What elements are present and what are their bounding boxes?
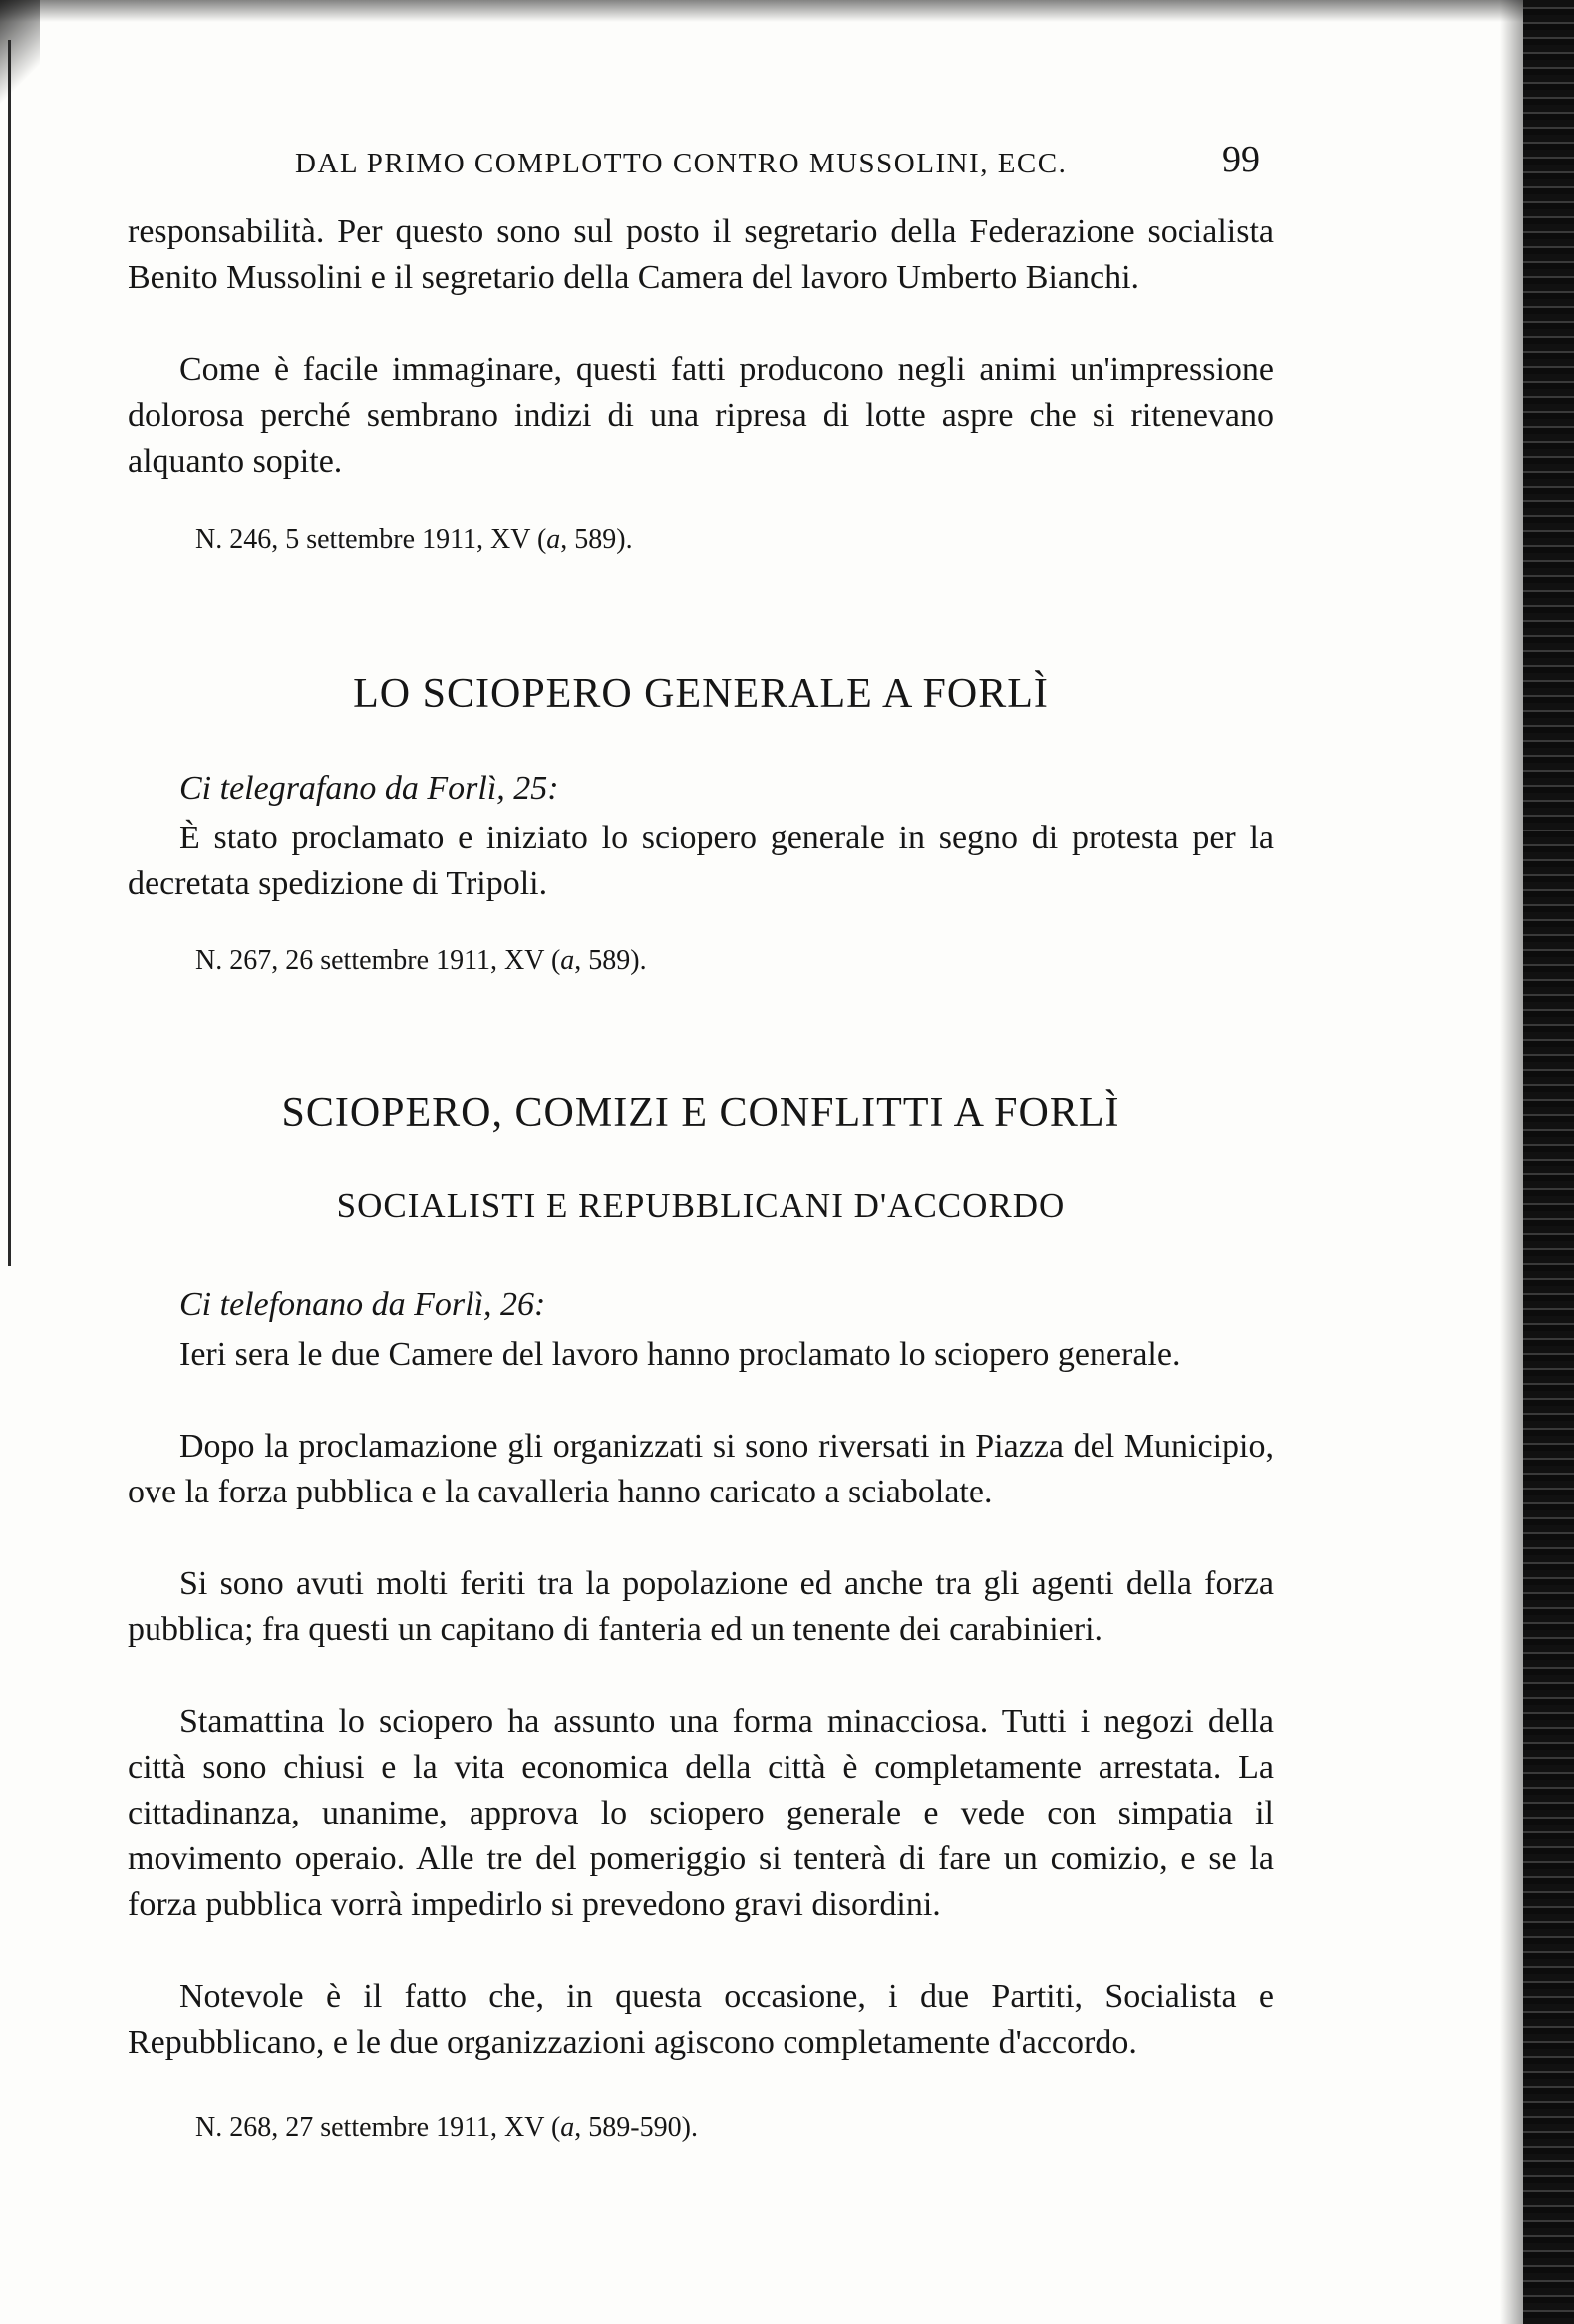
paragraph: È stato proclamato e iniziato lo sciopero generale in segno di protesta per la decretata spedizione di Tripoli. (128, 820, 1274, 902)
paragraph: responsabilità. Per questo sono sul posto il segretario della Federazione socialista Benito Mussolini e il segretario della Camera del lavoro Umberto Bianchi. (128, 213, 1274, 296)
citation-text: , 589). (560, 524, 633, 555)
citation-italic: a (546, 524, 561, 555)
article-title: SCIOPERO, COMIZI E CONFLITTI A FORLÌ (281, 1090, 1120, 1136)
citation-text: N. 267, 26 settembre 1911, XV ( (195, 945, 561, 976)
paragraph: Stamattina lo sciopero ha assunto una forma minacciosa. Tutti i negozi della città sono chiusi e la vita economica della città è completamente arrestata. La cittadinanza, unanime, approva lo sciopero generale e vede con simpatia il movimento operaio. Alle tre del pomeriggio si tenterà di fare un comizio, e se la forza pubblica vorrà impedirlo si prevedono gravi disordini. (128, 1703, 1274, 1923)
citation-text: N. 246, 5 settembre 1911, XV ( (195, 524, 547, 555)
source-citation (195, 945, 647, 977)
paragraph: Ieri sera le due Camere del lavoro hanno proclamato lo sciopero generale. (179, 1336, 1181, 1373)
paragraph: Dopo la proclamazione gli organizzati si sono riversati in Piazza del Municipio, ove la forza pubblica e la cavalleria hanno caricato a sciabolate. (128, 1428, 1274, 1510)
source-citation (195, 2112, 698, 2144)
scan-margin-line (8, 40, 11, 1266)
citation-text: N. 268, 27 settembre 1911, XV ( (195, 2112, 561, 2143)
paragraph: Si sono avuti molti feriti tra la popolazione ed anche tra gli agenti della forza pubblica; fra questi un capitano di fanteria ed un tenente dei carabinieri. (128, 1565, 1274, 1648)
paragraph: Notevole è il fatto che, in questa occasione, i due Partiti, Socialista e Repubblicano, e le due organizzazioni agiscono completamente d'accordo. (128, 1978, 1274, 2061)
running-head: DAL PRIMO COMPLOTTO CONTRO MUSSOLINI, ECC. (295, 148, 1068, 179)
citation-italic: a (560, 2112, 575, 2143)
article-subtitle: SOCIALISTI E REPUBBLICANI D'ACCORDO (336, 1186, 1066, 1225)
citation-text: , 589-590). (574, 2112, 698, 2143)
dateline: Ci telefonano da Forlì, 26: (179, 1286, 546, 1323)
page-number: 99 (1222, 139, 1260, 180)
paragraph: Come è facile immaginare, questi fatti producono negli animi un'impressione dolorosa perché sembrano indizi di una ripresa di lotte aspre che si ritenevano alquanto sopite. (128, 351, 1274, 480)
citation-italic: a (560, 945, 575, 976)
scan-shadow-corner (0, 0, 40, 110)
citation-text: , 589). (574, 945, 647, 976)
scan-gutter-shadow (1500, 0, 1523, 2324)
scan-page-edge (1523, 0, 1574, 2324)
dateline: Ci telegrafano da Forlì, 25: (179, 770, 559, 807)
article-title: LO SCIOPERO GENERALE A FORLÌ (353, 671, 1049, 717)
scan-shadow-top (0, 0, 1574, 22)
source-citation (195, 524, 633, 556)
